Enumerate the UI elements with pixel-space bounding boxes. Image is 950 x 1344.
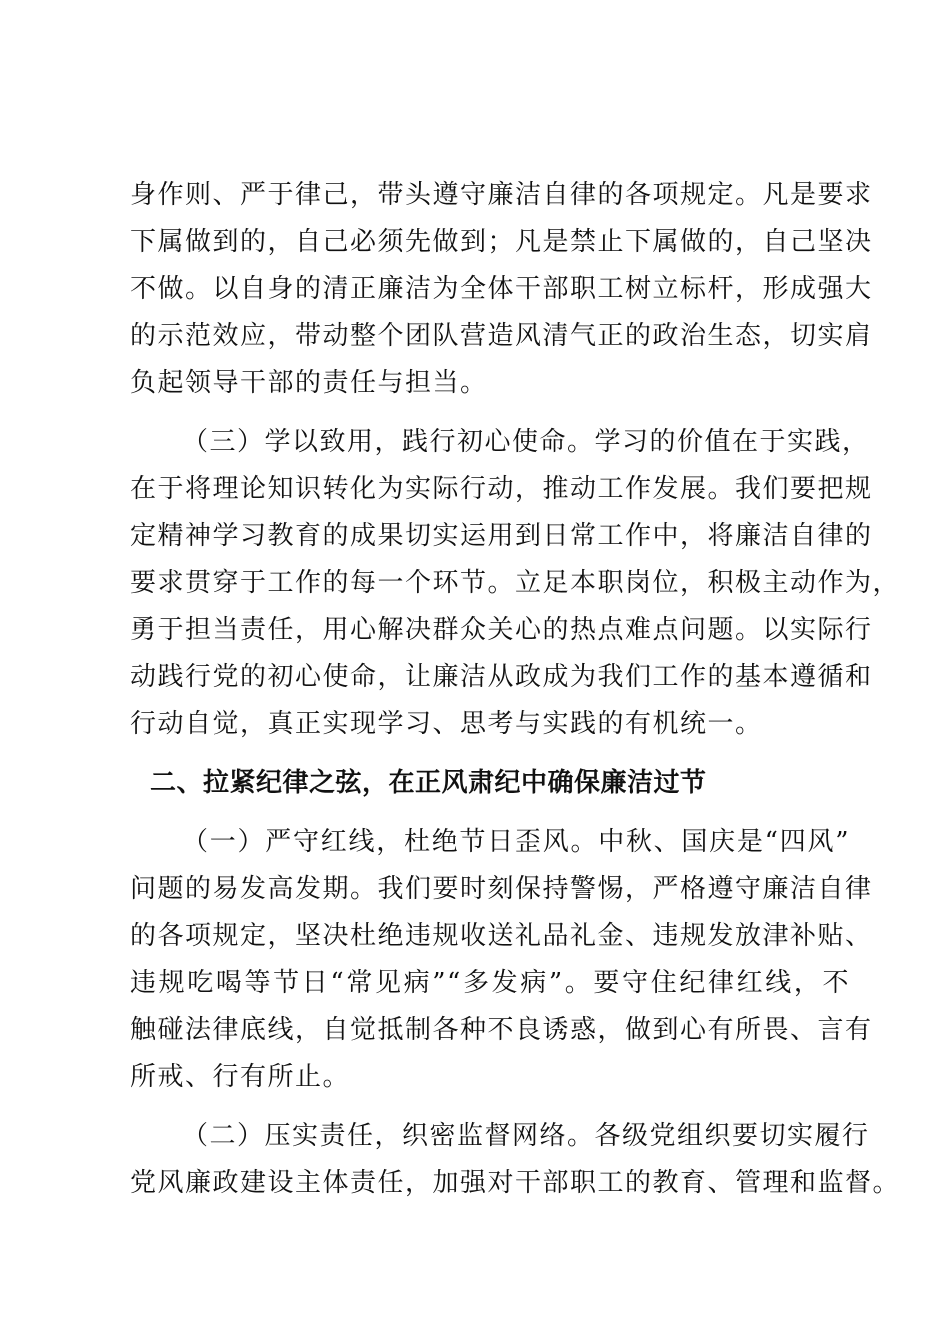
- paragraph: [130, 819, 873, 1101]
- text-line: 的示范效应，带动整个团队营造风清气正的政治生态，切实肩: [130, 321, 873, 351]
- document-body: [130, 172, 901, 1207]
- text-line: 身作则、严于律己，带头遵守廉洁自律的各项规定。凡是要求: [130, 180, 873, 210]
- text-line: 党风廉政建设主体责任，加强对干部职工的教育、管理和监督。: [130, 1168, 901, 1198]
- text-line: （一）严守红线，杜绝节日歪风。中秋、国庆是“四风”: [182, 827, 850, 857]
- text-line: 在于将理论知识转化为实际行动，推动工作发展。我们要把规: [130, 474, 873, 504]
- text-line: 定精神学习教育的成果切实运用到日常工作中，将廉洁自律的: [130, 521, 873, 551]
- text-line: 动践行党的初心使命，让廉洁从政成为我们工作的基本遵循和: [130, 662, 873, 692]
- text-line: 不做。以自身的清正廉洁为全体干部职工树立标杆，形成强大: [130, 274, 873, 304]
- text-line: 下属做到的，自己必须先做到；凡是禁止下属做的，自己坚决: [130, 227, 873, 257]
- text-line: 触碰法律底线，自觉抵制各种不良诱惑，做到心有所畏、言有: [130, 1015, 873, 1045]
- text-line: 的各项规定，坚决杜绝违规收送礼品礼金、违规发放津补贴、: [130, 921, 873, 951]
- text-line: 行动自觉，真正实现学习、思考与实践的有机统一。: [130, 709, 763, 739]
- text-line: 违规吃喝等节日“常见病”“多发病”。要守住纪律红线，不: [130, 968, 850, 998]
- text-line: （二）压实责任，织密监督网络。各级党组织要切实履行: [182, 1121, 870, 1151]
- paragraph: [130, 1113, 901, 1207]
- text-line: 勇于担当责任，用心解决群众关心的热点难点问题。以实际行: [130, 615, 873, 645]
- paragraph: [130, 172, 873, 407]
- text-line: （三）学以致用，践行初心使命。学习的价值在于实践，: [182, 427, 870, 457]
- text-line: 负起领导干部的责任与担当。: [130, 368, 488, 398]
- text-line: 要求贯穿于工作的每一个环节。立足本职岗位，积极主动作为，: [130, 568, 901, 598]
- paragraph: [130, 419, 901, 748]
- text-line: 所戒、行有所止。: [130, 1062, 351, 1092]
- text-line: 问题的易发高发期。我们要时刻保持警惕，严格遵守廉洁自律: [130, 874, 873, 904]
- section-heading: 二、拉紧纪律之弦，在正风肃纪中确保廉洁过节: [150, 768, 707, 798]
